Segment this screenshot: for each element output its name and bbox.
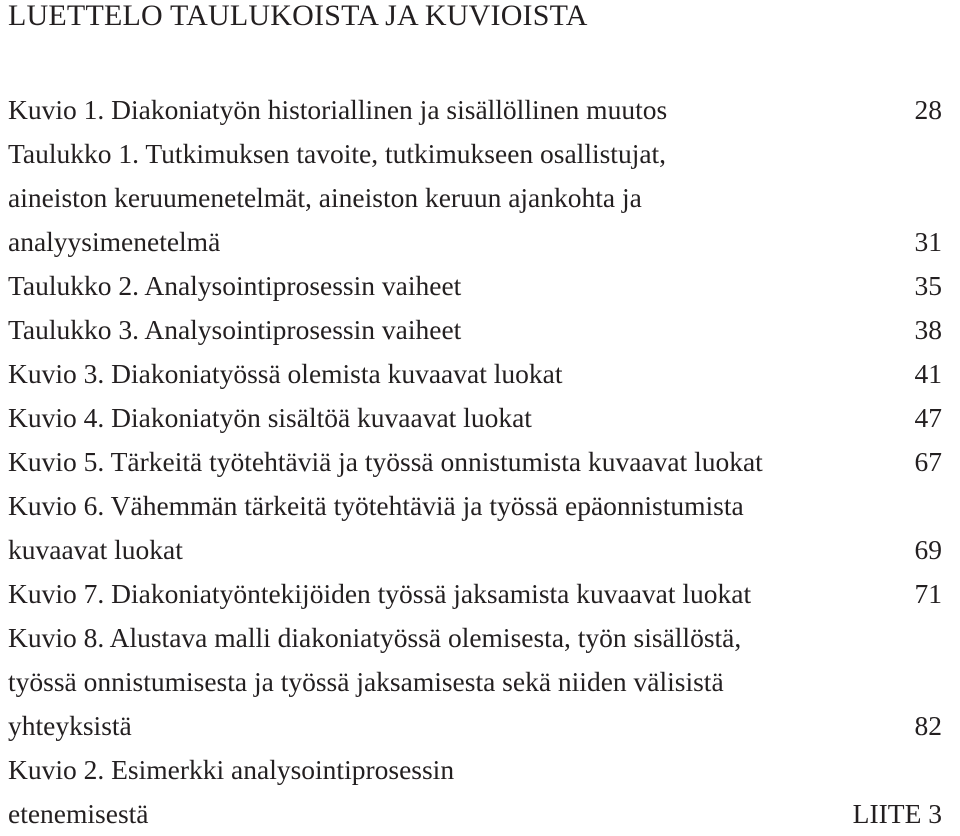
list-entry	[8, 308, 942, 352]
entry-page-number: 28	[914, 94, 942, 125]
list-entry	[8, 484, 942, 572]
entry-text: työssä onnistumisesta ja työssä jaksamisesta sekä niiden välisistä	[8, 666, 724, 697]
entry-text: Kuvio 7. Diakoniatyöntekijöiden työssä jaksamista kuvaavat luokat	[8, 578, 752, 609]
entry-text: Kuvio 8. Alustava malli diakoniatyössä olemisesta, työn sisällöstä,	[8, 622, 742, 653]
entry-text: Taulukko 1. Tutkimuksen tavoite, tutkimukseen osallistujat,	[8, 138, 667, 169]
entry-text: Kuvio 1. Diakoniatyön historiallinen ja sisällöllinen muutos	[8, 94, 668, 125]
list-entry	[8, 132, 942, 264]
entry-page-number: LIITE 3	[852, 798, 942, 829]
list-entry	[8, 352, 942, 396]
list-entry	[8, 396, 942, 440]
entry-text: Kuvio 6. Vähemmän tärkeitä työtehtäviä ja työssä epäonnistumista	[8, 490, 744, 521]
entry-text: kuvaavat luokat	[8, 534, 183, 565]
entry-text: analyysimenetelmä	[8, 226, 221, 257]
list-entry	[8, 264, 942, 308]
entry-text: Kuvio 2. Esimerkki analysointiprosessin	[8, 754, 455, 785]
entry-text: Taulukko 2. Analysointiprosessin vaiheet	[8, 270, 462, 301]
list-entry	[8, 440, 942, 484]
entry-page-number: 38	[914, 314, 942, 345]
entry-page-number: 41	[914, 358, 942, 389]
entry-page-number: 71	[914, 578, 942, 609]
entry-text: Kuvio 5. Tärkeitä työtehtäviä ja työssä onnistumista kuvaavat luokat	[8, 446, 763, 477]
figure-table-list	[8, 88, 942, 836]
entry-text: Kuvio 3. Diakoniatyössä olemista kuvaavat luokat	[8, 358, 563, 389]
entry-text: etenemisestä	[8, 798, 149, 829]
page-title: LUETTELO TAULUKOISTA JA KUVIOISTA	[8, 0, 588, 32]
entry-page-number: 67	[914, 446, 942, 477]
entry-page-number: 82	[914, 710, 942, 741]
list-entry	[8, 572, 942, 616]
entry-page-number: 47	[914, 402, 942, 433]
entry-text: aineiston keruumenetelmät, aineiston keruun ajankohta ja	[8, 182, 642, 213]
toc-page	[8, 0, 942, 836]
entry-page-number: 31	[914, 226, 942, 257]
list-entry	[8, 88, 942, 132]
entry-text: Kuvio 4. Diakoniatyön sisältöä kuvaavat luokat	[8, 402, 532, 433]
list-entry	[8, 616, 942, 748]
entry-text: Taulukko 3. Analysointiprosessin vaiheet	[8, 314, 462, 345]
entry-page-number: 35	[914, 270, 942, 301]
list-entry	[8, 748, 942, 836]
entry-text: yhteyksistä	[8, 710, 132, 741]
entry-page-number: 69	[914, 534, 942, 565]
